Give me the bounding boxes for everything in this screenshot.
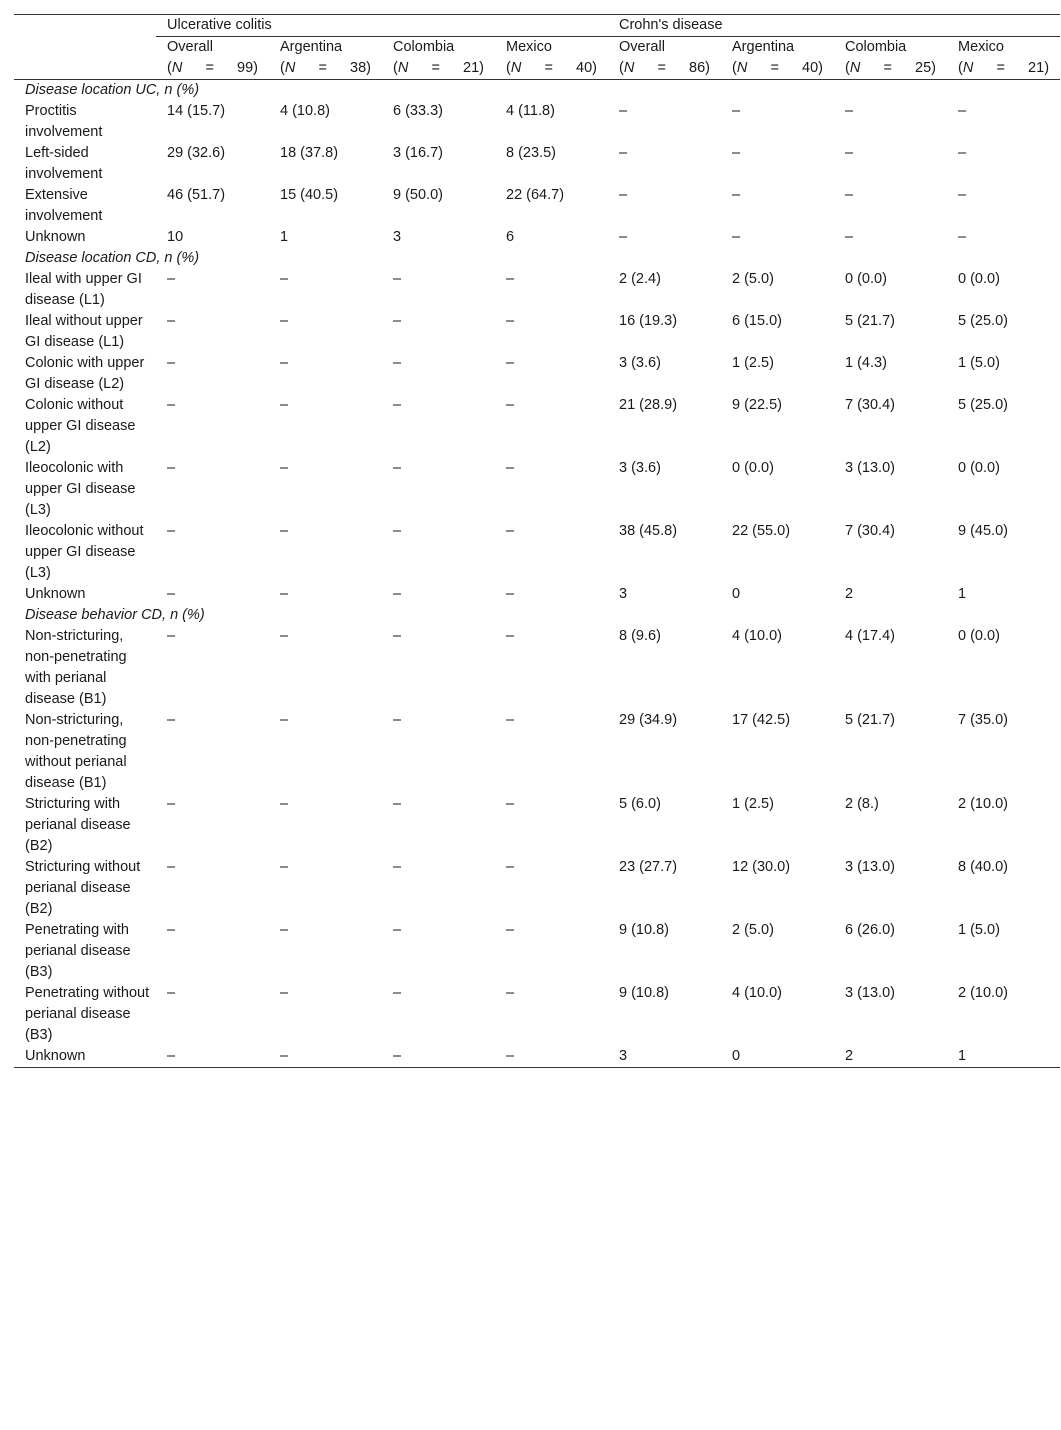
table-cell: – <box>393 922 402 938</box>
table-row <box>14 311 1060 353</box>
n-value: 99 <box>237 60 254 76</box>
table-row <box>14 227 1060 248</box>
column-header-0 <box>156 37 269 80</box>
table-cell: – <box>393 313 402 329</box>
n-equals: = <box>544 60 553 76</box>
row-label <box>14 710 156 794</box>
column-header-6 <box>834 37 947 80</box>
row-label <box>14 584 156 605</box>
table-cell: 7 (35.0) <box>958 712 1008 728</box>
row-label <box>14 794 156 857</box>
n-value: 40 <box>802 60 819 76</box>
table-cell: 8 (9.6) <box>619 628 661 644</box>
table-cell: – <box>958 103 967 119</box>
table-cell: 1 (2.5) <box>732 796 774 812</box>
table-cell: 5 (21.7) <box>845 712 895 728</box>
table-cell: – <box>506 523 515 539</box>
table-cell: – <box>167 271 176 287</box>
row-label-header <box>14 37 156 80</box>
table-cell: 1 <box>958 586 967 602</box>
row-label-text: Unknown <box>25 586 86 602</box>
table-cell: 6 (26.0) <box>845 922 895 938</box>
table-cell: 8 (23.5) <box>506 145 556 161</box>
table-cell: – <box>506 397 515 413</box>
column-header-row <box>14 37 1060 80</box>
table-cell: 0 (0.0) <box>732 460 774 476</box>
n-open: (N <box>619 60 635 76</box>
row-label <box>14 521 156 584</box>
table-cell: – <box>495 1046 608 1068</box>
n-equals: = <box>770 60 779 76</box>
table-cell: – <box>280 985 289 1001</box>
table-cell: 18 (37.8) <box>280 145 339 161</box>
table-cell: – <box>156 1046 269 1068</box>
n-value-wrap: 86) <box>689 60 710 76</box>
table-row <box>14 857 1060 920</box>
column-n <box>506 58 608 79</box>
corner-cell <box>14 15 156 37</box>
table-cell: – <box>506 628 515 644</box>
table-body <box>14 80 1060 1068</box>
table-cell: – <box>958 145 967 161</box>
table-cell: – <box>393 859 402 875</box>
n-equals: = <box>883 60 892 76</box>
table-cell: 5 (25.0) <box>958 397 1008 413</box>
table-row <box>14 143 1060 185</box>
table-cell: 7 (30.4) <box>845 397 895 413</box>
table-cell: – <box>393 397 402 413</box>
table-cell: – <box>280 586 289 602</box>
table-cell: 29 (34.9) <box>619 712 678 728</box>
table-cell: 10 <box>167 229 184 245</box>
n-value-wrap: 21) <box>463 60 484 76</box>
row-label <box>14 1046 156 1068</box>
column-name: Argentina <box>280 39 343 55</box>
table-row <box>14 353 1060 395</box>
table-cell: 1 <box>280 229 289 245</box>
row-label <box>14 143 156 185</box>
n-symbol: N <box>397 60 409 76</box>
section-title: Disease location UC, n (%) <box>25 82 200 98</box>
table-cell: – <box>732 145 741 161</box>
table-cell: 0 <box>721 1046 834 1068</box>
column-name: Overall <box>167 39 213 55</box>
table-cell: – <box>393 985 402 1001</box>
section-header-row <box>14 605 1060 626</box>
table-cell: – <box>732 103 741 119</box>
row-label-text: Ileal without upper GI disease (L1) <box>25 313 143 350</box>
table-cell: – <box>382 1046 495 1068</box>
table-cell: 23 (27.7) <box>619 859 678 875</box>
table-cell: 0 <box>732 586 741 602</box>
table-cell: 22 (64.7) <box>506 187 565 203</box>
table-cell: – <box>958 187 967 203</box>
column-name: Overall <box>619 39 665 55</box>
n-value: 86 <box>689 60 706 76</box>
row-label-text: Unknown <box>25 1048 86 1064</box>
table-cell: – <box>506 271 515 287</box>
table-cell: 9 (45.0) <box>958 523 1008 539</box>
table-cell: 0 (0.0) <box>958 460 1000 476</box>
table-row <box>14 269 1060 311</box>
table-row <box>14 626 1060 710</box>
table-cell: – <box>167 313 176 329</box>
n-value: 21 <box>1028 60 1045 76</box>
n-value-wrap: 21) <box>1028 60 1050 76</box>
row-label <box>14 983 156 1046</box>
n-value: 38 <box>350 60 367 76</box>
row-label <box>14 353 156 395</box>
n-open: (N <box>167 60 183 76</box>
table-cell: – <box>619 145 628 161</box>
table-cell: 1 (2.5) <box>732 355 774 371</box>
row-label-text: Stricturing without perianal disease (B2) <box>25 859 141 917</box>
row-label-text: Stricturing with perianal disease (B2) <box>25 796 131 854</box>
table-cell: – <box>393 355 402 371</box>
group-uc-header: Ulcerative colitis <box>156 15 608 37</box>
table-cell: 3 <box>393 229 402 245</box>
table-cell: 17 (42.5) <box>732 712 791 728</box>
table-cell: 4 (10.0) <box>732 628 782 644</box>
table-cell: 9 (10.8) <box>619 985 669 1001</box>
n-symbol: N <box>849 60 861 76</box>
table-cell: 5 (21.7) <box>845 313 895 329</box>
table-cell: 6 (15.0) <box>732 313 782 329</box>
table-cell: – <box>393 271 402 287</box>
column-n <box>280 58 382 79</box>
row-label-text: Colonic without upper GI disease (L2) <box>25 397 136 455</box>
table-cell: 2 (5.0) <box>732 922 774 938</box>
n-value: 21 <box>463 60 480 76</box>
table-cell: 8 (40.0) <box>958 859 1008 875</box>
n-equals: = <box>996 60 1005 76</box>
row-label-text: Colonic with upper GI disease (L2) <box>25 355 145 392</box>
table-cell: – <box>280 796 289 812</box>
n-open: (N <box>958 60 974 76</box>
table-row <box>14 1046 1060 1068</box>
table-cell: 12 (30.0) <box>732 859 791 875</box>
table-cell: 22 (55.0) <box>732 523 791 539</box>
n-value-wrap: 25) <box>915 60 936 76</box>
table-cell: 3 <box>608 1046 721 1068</box>
table-cell: 5 (6.0) <box>619 796 661 812</box>
row-label-text: Ileal with upper GI disease (L1) <box>25 271 142 308</box>
row-label-text: Proctitis involvement <box>25 103 103 140</box>
table-row <box>14 920 1060 983</box>
n-symbol: N <box>510 60 522 76</box>
table-cell: 2 (10.0) <box>958 796 1008 812</box>
row-label-text: Non-stricturing, non-penetrating with perianal disease (B1) <box>25 628 127 707</box>
column-name: Argentina <box>732 39 795 55</box>
column-n <box>958 58 1060 79</box>
table-cell: – <box>280 859 289 875</box>
row-label <box>14 227 156 248</box>
table-cell: 3 <box>619 586 628 602</box>
table-cell: – <box>619 103 628 119</box>
table-cell: 16 (19.3) <box>619 313 678 329</box>
table-cell: 21 (28.9) <box>619 397 678 413</box>
table-cell: – <box>958 229 967 245</box>
table-cell: 2 <box>845 586 854 602</box>
column-n <box>732 58 834 79</box>
table-cell: 2 (10.0) <box>958 985 1008 1001</box>
column-header-1 <box>269 37 382 80</box>
table-cell: 3 (13.0) <box>845 460 895 476</box>
table-cell: – <box>506 313 515 329</box>
group-header-row <box>14 15 1060 37</box>
row-label-text: Penetrating with perianal disease (B3) <box>25 922 131 980</box>
table-row <box>14 794 1060 857</box>
table-row <box>14 710 1060 794</box>
table-cell: 7 (30.4) <box>845 523 895 539</box>
table-cell: – <box>845 145 854 161</box>
table-cell: – <box>845 187 854 203</box>
table-cell: – <box>167 985 176 1001</box>
table-cell: – <box>393 796 402 812</box>
table-cell: – <box>167 355 176 371</box>
table-cell: 38 (45.8) <box>619 523 678 539</box>
table-cell: – <box>280 355 289 371</box>
table-cell: – <box>506 355 515 371</box>
row-label-text: Non-stricturing, non-penetrating without perianal disease (B1) <box>25 712 127 791</box>
table-cell: 1 (4.3) <box>845 355 887 371</box>
n-symbol: N <box>284 60 296 76</box>
table-cell: – <box>280 313 289 329</box>
column-name: Mexico <box>958 39 1004 55</box>
n-equals: = <box>431 60 440 76</box>
section-title: Disease location CD, n (%) <box>25 250 200 266</box>
column-name: Mexico <box>506 39 552 55</box>
table-cell: – <box>506 460 515 476</box>
table-cell: – <box>393 712 402 728</box>
column-header-2 <box>382 37 495 80</box>
table-cell: – <box>280 523 289 539</box>
column-header-4 <box>608 37 721 80</box>
table-row <box>14 395 1060 458</box>
table-cell: 4 (10.8) <box>280 103 330 119</box>
table-cell: – <box>167 586 176 602</box>
table-cell: 2 (8.) <box>845 796 879 812</box>
n-symbol: N <box>623 60 635 76</box>
table-cell: 9 (50.0) <box>393 187 443 203</box>
table-cell: 5 (25.0) <box>958 313 1008 329</box>
n-symbol: N <box>171 60 183 76</box>
n-value-wrap: 40) <box>576 60 597 76</box>
table-cell: 0 (0.0) <box>958 271 1000 287</box>
n-open: (N <box>845 60 861 76</box>
table-cell: – <box>506 859 515 875</box>
table-cell: 3 (13.0) <box>845 985 895 1001</box>
table-row <box>14 185 1060 227</box>
table-cell: 3 (16.7) <box>393 145 443 161</box>
column-name: Colombia <box>845 39 907 55</box>
table-cell: – <box>167 460 176 476</box>
table-cell: – <box>732 229 741 245</box>
table-cell: 3 (3.6) <box>619 460 661 476</box>
table-cell: – <box>269 1046 382 1068</box>
table-cell: 3 (3.6) <box>619 355 661 371</box>
n-value-wrap: 99) <box>237 60 258 76</box>
table-cell: 1 <box>947 1046 1060 1068</box>
n-value-wrap: 38) <box>350 60 371 76</box>
table-cell: 2 (5.0) <box>732 271 774 287</box>
table-cell: – <box>845 103 854 119</box>
table-cell: – <box>845 229 854 245</box>
row-label <box>14 395 156 458</box>
n-equals: = <box>205 60 214 76</box>
table-cell: – <box>506 586 515 602</box>
table-cell: 9 (22.5) <box>732 397 782 413</box>
n-open: (N <box>393 60 409 76</box>
table-cell: – <box>393 586 402 602</box>
table-row <box>14 101 1060 143</box>
table-cell: – <box>167 523 176 539</box>
table-cell: 4 (17.4) <box>845 628 895 644</box>
row-label <box>14 101 156 143</box>
row-label <box>14 458 156 521</box>
column-n <box>619 58 721 79</box>
row-label-text: Extensive involvement <box>25 187 103 224</box>
table-cell: – <box>280 712 289 728</box>
table-cell: – <box>619 229 628 245</box>
n-symbol: N <box>736 60 748 76</box>
table-row <box>14 521 1060 584</box>
row-label <box>14 269 156 311</box>
table-cell: – <box>167 922 176 938</box>
table-cell: – <box>506 712 515 728</box>
table-cell: 4 (11.8) <box>506 103 555 119</box>
table-cell: 29 (32.6) <box>167 145 226 161</box>
table-cell: – <box>280 271 289 287</box>
row-label <box>14 857 156 920</box>
section-title: Disease behavior CD, n (%) <box>25 607 205 623</box>
table-cell: 0 (0.0) <box>845 271 887 287</box>
table-cell: – <box>280 628 289 644</box>
column-header-3 <box>495 37 608 80</box>
row-label-text: Ileocolonic without upper GI disease (L3) <box>25 523 144 581</box>
n-value-wrap: 40) <box>802 60 823 76</box>
table-cell: 6 (33.3) <box>393 103 443 119</box>
row-label <box>14 311 156 353</box>
table-cell: 6 <box>506 229 515 245</box>
section-header-row <box>14 80 1060 102</box>
table-cell: – <box>280 922 289 938</box>
column-header-7 <box>947 37 1060 80</box>
column-n <box>167 58 269 79</box>
table-cell: – <box>167 628 176 644</box>
column-name: Colombia <box>393 39 455 55</box>
table-cell: – <box>506 922 515 938</box>
table-cell: – <box>393 628 402 644</box>
n-equals: = <box>657 60 666 76</box>
row-label-text: Unknown <box>25 229 86 245</box>
table-cell: 46 (51.7) <box>167 187 226 203</box>
table-cell: – <box>167 712 176 728</box>
row-label <box>14 920 156 983</box>
table-cell: 2 <box>834 1046 947 1068</box>
n-equals: = <box>318 60 327 76</box>
column-header-5 <box>721 37 834 80</box>
table-cell: – <box>732 187 741 203</box>
row-label <box>14 626 156 710</box>
table-cell: 1 (5.0) <box>958 922 1000 938</box>
row-label-text: Penetrating without perianal disease (B3) <box>25 985 150 1043</box>
n-value: 40 <box>576 60 593 76</box>
n-open: (N <box>732 60 748 76</box>
row-label-text: Ileocolonic with upper GI disease (L3) <box>25 460 136 518</box>
table-cell: 15 (40.5) <box>280 187 339 203</box>
table-cell: – <box>167 397 176 413</box>
table-cell: – <box>280 460 289 476</box>
table-cell: 0 (0.0) <box>958 628 1000 644</box>
table-cell: – <box>506 796 515 812</box>
n-open: (N <box>506 60 522 76</box>
column-n <box>845 58 947 79</box>
table-cell: 2 (2.4) <box>619 271 661 287</box>
n-open: (N <box>280 60 296 76</box>
table-cell: – <box>167 796 176 812</box>
table-cell: 3 (13.0) <box>845 859 895 875</box>
table-cell: 14 (15.7) <box>167 103 226 119</box>
row-label-text: Left-sided involvement <box>25 145 103 182</box>
table-cell: 4 (10.0) <box>732 985 782 1001</box>
table-cell: – <box>393 460 402 476</box>
table-row <box>14 458 1060 521</box>
n-symbol: N <box>962 60 974 76</box>
data-table <box>14 14 1060 1068</box>
table-row <box>14 584 1060 605</box>
table-cell: – <box>167 859 176 875</box>
table-row <box>14 983 1060 1046</box>
table-cell: – <box>619 187 628 203</box>
column-n <box>393 58 495 79</box>
section-header-row <box>14 248 1060 269</box>
table-cell: 9 (10.8) <box>619 922 669 938</box>
table-cell: 1 (5.0) <box>958 355 1000 371</box>
n-value: 25 <box>915 60 932 76</box>
row-label <box>14 185 156 227</box>
group-cd-header: Crohn's disease <box>608 15 1060 37</box>
table-cell: – <box>506 985 515 1001</box>
table-header <box>14 15 1060 80</box>
table-cell: – <box>280 397 289 413</box>
table-cell: – <box>393 523 402 539</box>
